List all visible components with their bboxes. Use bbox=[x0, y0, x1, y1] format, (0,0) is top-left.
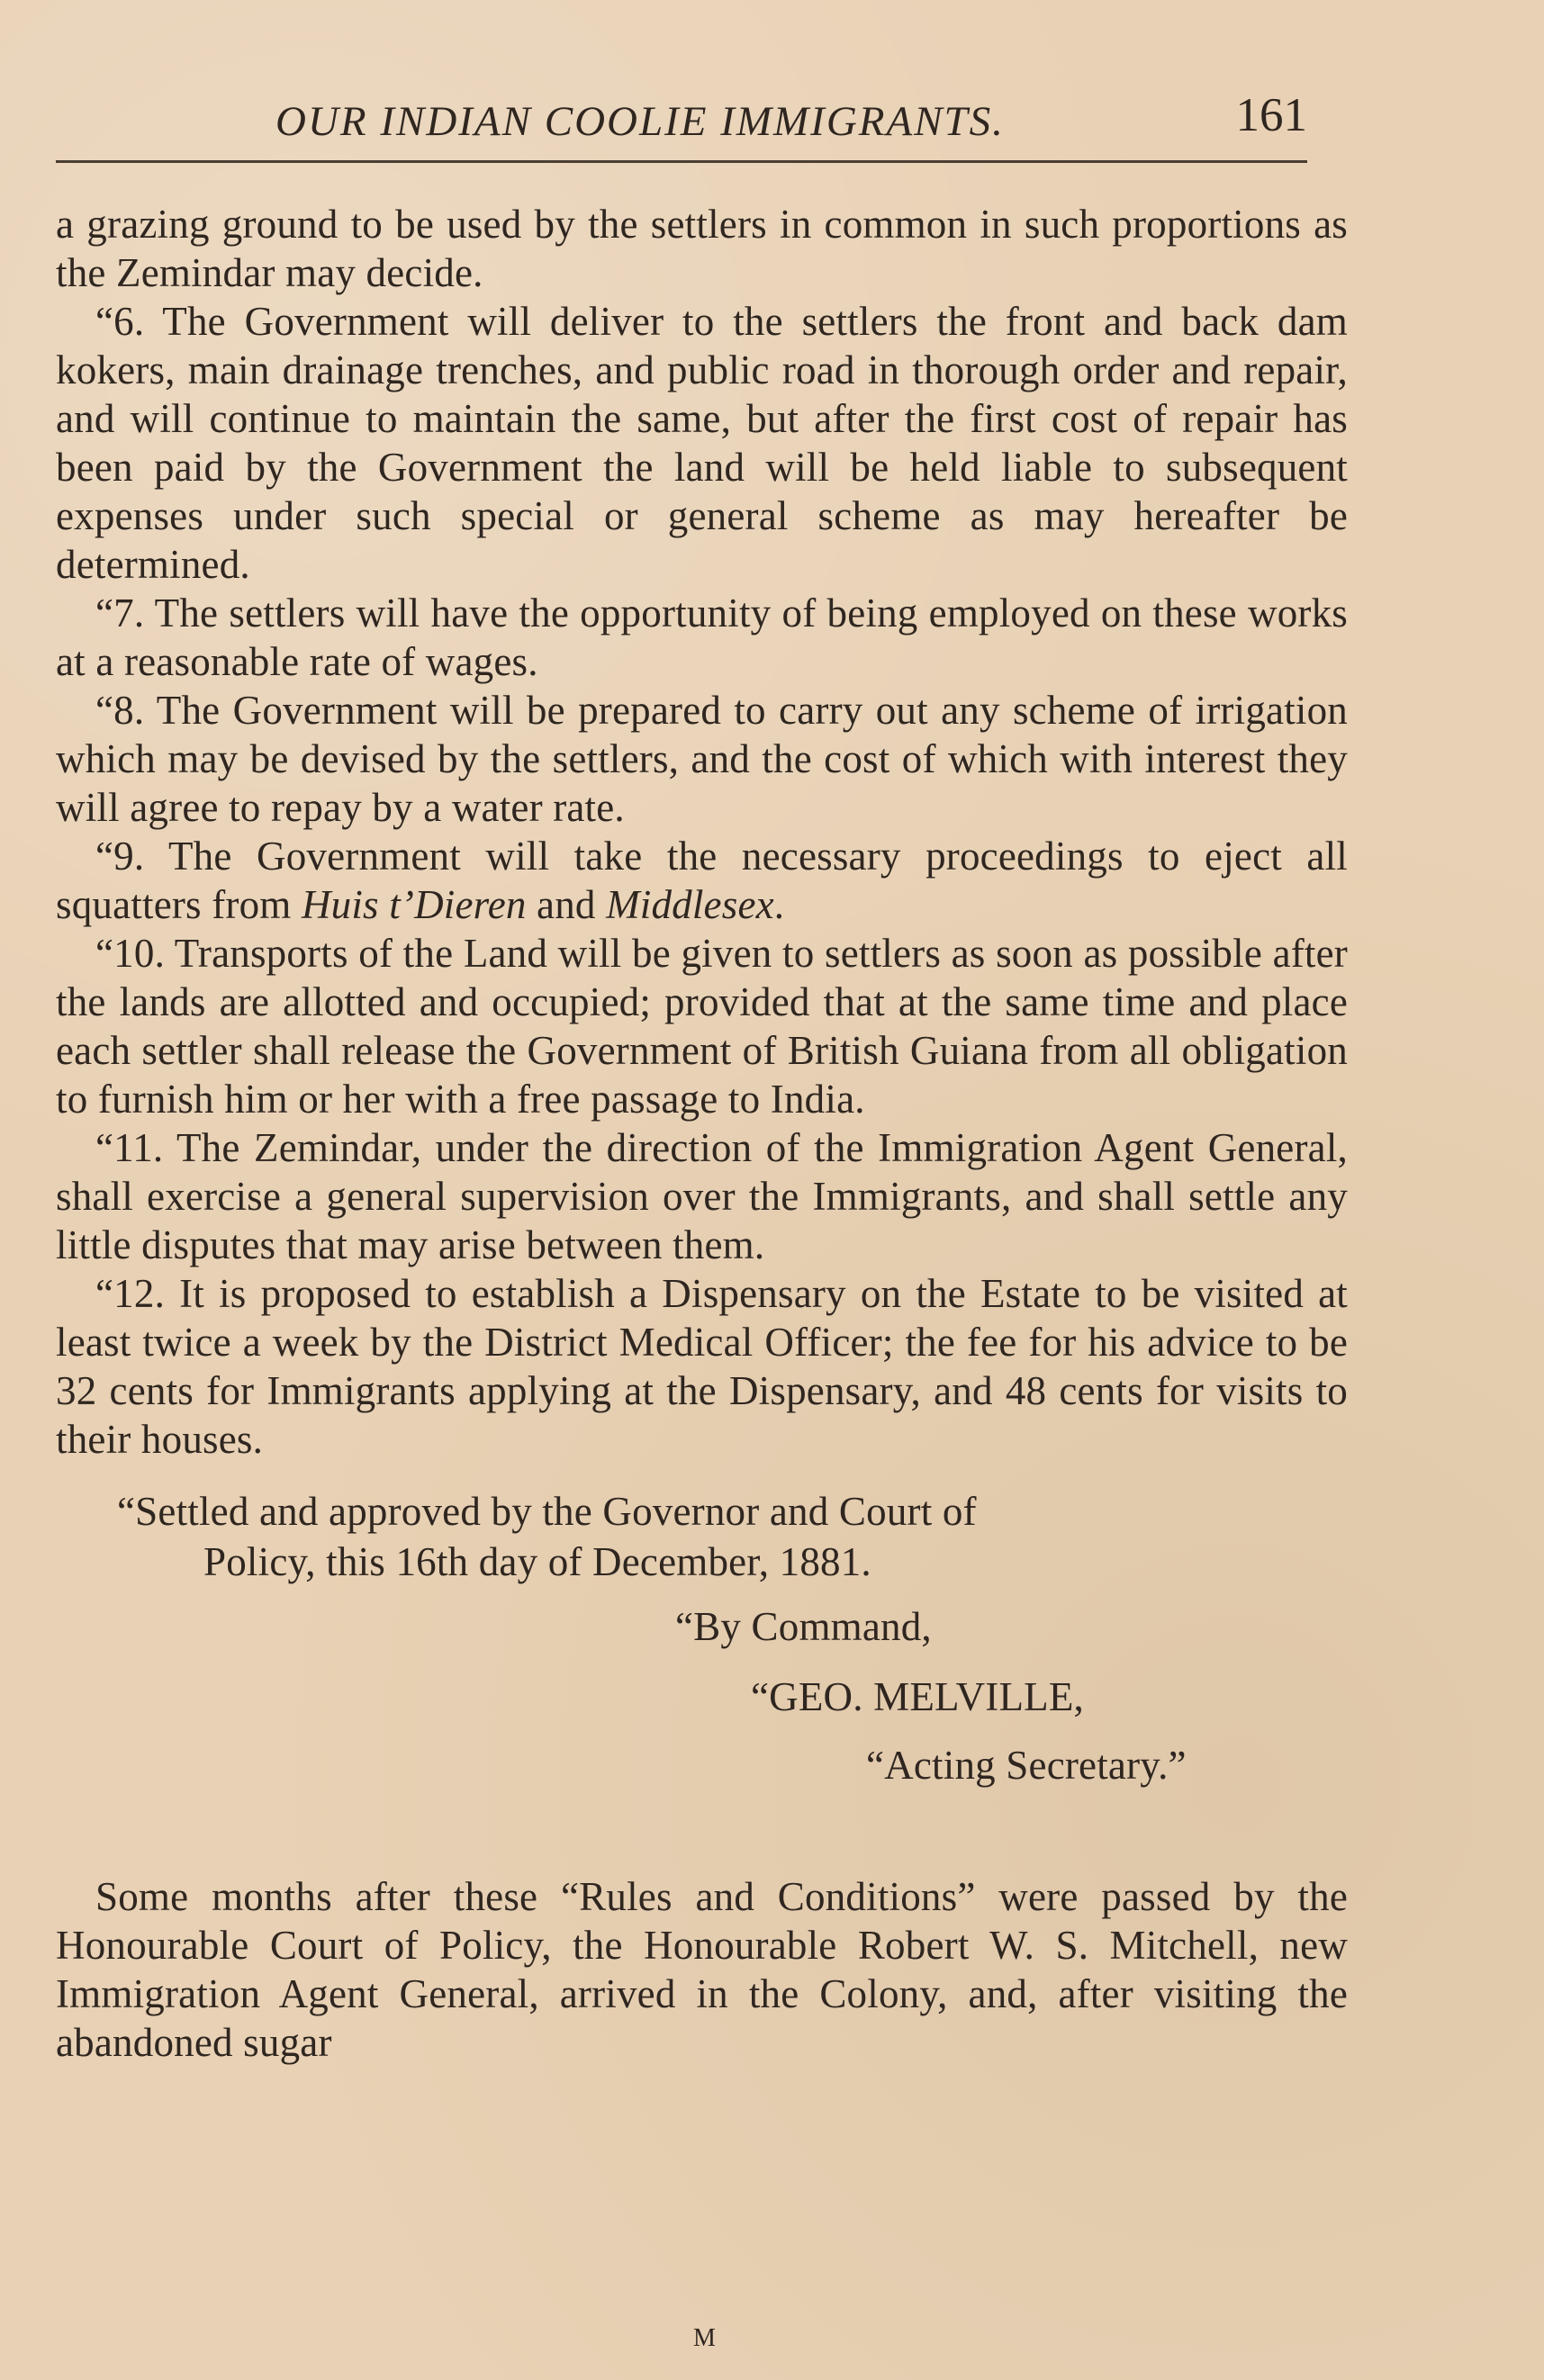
place-middlesex: Middlesex bbox=[606, 882, 774, 927]
paragraph-9-mid: and bbox=[526, 882, 607, 927]
paragraph-11: “11. The Zemindar, under the direction of the Immigration Agent General, shall exercise a general supervision over the Immigrants, and shall settle any little disputes that may arise between them. bbox=[56, 1125, 1348, 1267]
paragraph-9-end: . bbox=[773, 882, 785, 927]
signature-block bbox=[56, 1487, 1348, 1788]
main-text bbox=[56, 200, 1348, 2067]
paragraph-9-prefix: “9. The Government will take the necessary proceedings to eject all squatters from bbox=[56, 834, 1348, 927]
page-header bbox=[56, 83, 1307, 155]
place-huis-t-dieren: Huis t’Dieren bbox=[301, 882, 527, 927]
page-number: 161 bbox=[1235, 89, 1307, 141]
paragraph-6: “6. The Government will deliver to the settlers the front and back dam kokers, main drainage trenches, and public road in thorough order and repair, and will continue to maintain the same, but after the first cost of repair has been paid by the Government the land will be held liable to subsequent expenses under such special or general scheme as may hereafter be determined. bbox=[56, 299, 1348, 587]
paragraph-12: “12. It is proposed to establish a Dispensary on the Estate to be visited at least twice a week by the District Medical Officer; the fee for his advice to be 32 cents for Immigrants applying at the Dispensary, and 48 cents for visits to their houses. bbox=[56, 1271, 1348, 1462]
header-rule bbox=[56, 160, 1307, 163]
final-paragraph: Some months after these “Rules and Conditions” were passed by the Honourable Court of Policy, the Honourable Robert W. S. Mitchell, new Immigration Agent General, arrived in the Colony, and, after visiting the abandoned sugar bbox=[56, 1874, 1348, 2065]
paragraph-10: “10. Transports of the Land will be given to settlers as soon as possible after the lands are allotted and occupied; provided that at the same time and place each settler shall release the Government of British Guiana from all obligation to furnish him or her with a free passage to India. bbox=[56, 931, 1348, 1122]
by-command: “By Command, bbox=[675, 1604, 932, 1649]
signature-mark: M bbox=[693, 2324, 718, 2352]
paragraph-8: “8. The Government will be prepared to carry out any scheme of irrigation which may be devised by the settlers, and the cost of which with interest they will agree to repay by a water rate. bbox=[56, 688, 1348, 830]
paragraph-7: “7. The settlers will have the opportunity of being employed on these works at a reasonable rate of wages. bbox=[56, 590, 1348, 684]
paragraph-1: a grazing ground to be used by the settlers in common in such proportions as the Zemindar may decide. bbox=[56, 202, 1348, 295]
signatory-title: “Acting Secretary.” bbox=[866, 1743, 1187, 1788]
settled-line-2: Policy, this 16th day of December, 1881. bbox=[203, 1539, 871, 1584]
signatory-name: “GEO. MELVILLE, bbox=[751, 1674, 1085, 1719]
paragraph-9 bbox=[56, 832, 1348, 929]
settled-line-1: “Settled and approved by the Governor and Court of bbox=[117, 1489, 977, 1534]
running-head: OUR INDIAN COOLIE IMMIGRANTS. bbox=[275, 98, 1005, 145]
